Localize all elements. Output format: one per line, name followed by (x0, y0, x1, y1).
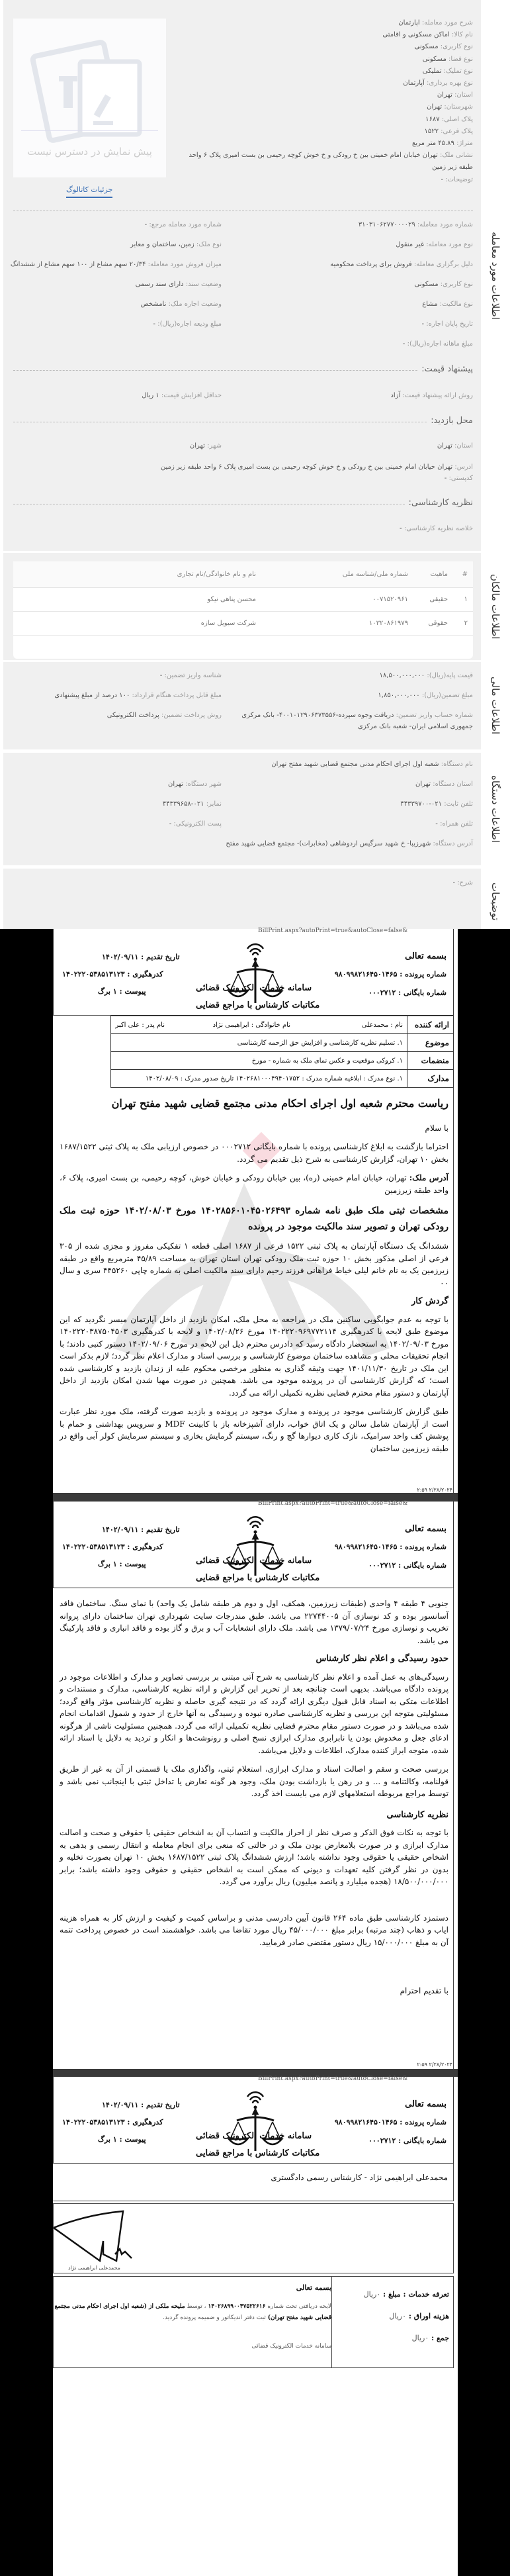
table-row: ۱ حقیقی ۰۰۷۱۵۲۰۹۶۱ محسن پناهی نیکو (13, 587, 473, 611)
judiciary-scales-logo (222, 2087, 288, 2154)
deal-field-left-5: مبلغ ودیعه اجاره(ریال): - (153, 320, 222, 328)
scope-paragraph-2: بررسی صحت و سقم و اصالت اسناد و مدارک ابرازی، استعلام ثبتی، واگذاری ملک یا قسمتی از آن به غیر از طریق قولنامه، وکالتنامه و ... و در رهن یا بازداشت بودن ملک، وجود هر گونه تعارض یا تداخل ثبتی با اینجانب نمی باشد و توسط مراجع مربوطه استعلامهای لازم می بایست اخذ گردد. (60, 1764, 448, 1798)
pay-method-field: روش پرداخت تضمین: پرداخت الکترونیکی (106, 712, 222, 719)
device-address-field: آدرس دستگاه: شهرزیبا- خ شهید سرگیس اردوشاهی (مخابرات)- مجتمع قضایی شهید مفتح (226, 840, 473, 847)
property-detail-1: نام کالا: اماکن مسکونی و اقامتی (382, 31, 473, 39)
property-details-list (173, 17, 473, 186)
property-detail-5: نوع بهره برداری: آپارتمان (403, 79, 473, 87)
deal-field-right-4: نوع مالکیت: مشاع (422, 301, 473, 308)
scope-paragraph-1: رسیدگی‌های به عمل آمده و اعلام نظر کارشناسی به شرح آتی مبتنی بر بررسی تصاویر و مدارک و اطلاعات موجود در پرونده دادگاه می‌باشد. بدیهی است چنانچه بعد از تحریر این گزارش و ارائه نظریه کارشناسی، مدارک و مستندات و اطلاعات متکی به اسناد قابل قبول دیگری ارائه گردد که در نتیجه گیری حاصله و نظریه کارشناسی مؤثر واقع گردد؛ مسئولیتی متوجه این بررسی و نظریه کارشناسی صادره نبوده و رسیدگی به آنها خارج از حدود و شمول اقدامات انجام شده می‌باشد و در صورت دستور مقام محترم قضایی نظریه تکمیلی ارائه می گردد. همچنین مسئولیت ناشی از هرگونه ادعای جعل و مخدوش بودن یا نابرابری مدارک ابرازی نسخ اصلی و رونوشت‌ها و انکار و تردید به دلایل یا اسناد ارائه شده، متوجه ابراز کننده مدارک، اطلاعات و دلایل می‌باشد. (60, 1672, 448, 1755)
section-label: توضیحات (489, 883, 501, 921)
deal-field-left-4: وضعیت اجاره ملک: نامشخص (140, 301, 222, 308)
print-url: BillPrint.aspx?autoPrint=true&autoClose=false& (258, 1500, 408, 1507)
deal-field-left-2: میزان فروش مورد معامله: ۲۰/۳۴ سهم مشاع از ۱۰۰ سهم مشاع از ششدانگ (10, 261, 222, 268)
min-increase-field: حداقل افزایش قیمت: ۱ ریال (142, 392, 222, 399)
opinion-heading: نظریه کارشناسی (386, 1809, 448, 1820)
system-subtitle: مکاتبات کارشناس با مراجع قضایی (196, 1573, 320, 1583)
col-index: # (453, 561, 473, 587)
basmala: بسمه تعالی (405, 2099, 446, 2109)
submit-date: تاریخ تقدیم : ۱۴۰۲/۰۹/۱۱ (102, 953, 180, 961)
tariff-line: تعرفه خدمات : مبلغ : ۰ریال (363, 2290, 449, 2299)
print-timestamp: ۲/۲۸/۲۰۲۴ ۲:۵۹ (417, 2062, 452, 2068)
archive-number: شماره بایگانی : ۰۰۰۲۷۱۲ (368, 1561, 446, 1570)
document-header (53, 929, 454, 1016)
price-heading: پیشنهاد قیمت: (13, 364, 473, 374)
intro-paragraph: احتراما بازگشت به ابلاغ کارشناسی پرونده با شماره بایگانی ۰۰۰۲۷۱۲ در خصوص ارزیابی ملک به پلاک ثبتی ۱۶۸۷/۱۵۲۲ بخش ۱۰ تهران، گزارش کارشناسی به شرح ذیل تقدیم می گردد. (60, 1142, 448, 1164)
signer-line: محمدعلی ابراهیمی نژاد - کارشناس رسمی دادگستری (271, 2173, 448, 2182)
col-name: نام و نام خانوادگی/نام تجاری (13, 561, 261, 587)
device-email-field: پست الکترونیکی: - (169, 820, 222, 828)
comments-section (0, 869, 510, 935)
submit-date: تاریخ تقدیم : ۱۴۰۲/۰۹/۱۱ (102, 1525, 180, 1534)
deal-field-right-2: دلیل برگزاری معامله: فروش برای پرداخت محکومیه (330, 261, 473, 268)
deal-field-right-0: شماره مورد معامله: ۳۱۰۳۱۰۶۲۷۷۰۰۰۰۲۹ (358, 221, 473, 228)
presenter-father-name: نام پدر : علی اکبر (115, 1021, 165, 1029)
print-url: BillPrint.aspx?autoPrint=true&autoClose=false& (258, 2075, 408, 2082)
property-detail-7: شهرستان: تهران (427, 103, 473, 111)
deal-field-right-3: نوع کاربری: مسکونی (414, 281, 473, 288)
table-row: ۲ حقوقی ۱۰۳۲۰۸۶۱۹۷۹ شرکت سیویل سازه (13, 611, 473, 635)
property-detail-8: پلاک اصلی: ۱۶۸۷ (425, 115, 473, 123)
price-method-field: روش ارائه پیشنهاد قیمت: آزاد (390, 392, 473, 399)
description-paragraph-cont: جنوبی ۴ طبقه ۴ واحدی (طبقات زیرزمین، همکف، اول و دوم هر طبقه شامل یک واحد) با نمای سنگ. ساختمان فاقد آسانسور بوده و کد نوسازی آن ۲۲۷۴۴۰۰۵ می باشد. طبق مندرجات سایت شهرداری تهران ساختمان دارای پروانه تخریب و نوسازی مورخ ۱۳۷۹/۰۷/۲۴ می باشد. ملک دارای انشعابات آب و برق و گاز بوده و فاقد انباری و فاقد پارکینگ می باشد. (60, 1599, 448, 1645)
judiciary-scales-logo (222, 1512, 288, 1578)
preview-unavailable-text: پیش نمایش در دسترس نیست (27, 146, 152, 158)
deal-field-left-3: وضعیت سند: دارای سند رسمی (135, 281, 222, 288)
signature-name: محمدعلی ابراهیمی نژاد (68, 2265, 120, 2271)
deal-field-left-1: نوع ملک: زمین، ساختمان و معابر (130, 241, 222, 248)
property-detail-12: توضیحات: - (441, 175, 473, 183)
visit-postcode-field: کدپستی: - (444, 475, 473, 482)
description-paragraph: طبق گزارش کارشناسی موجود در پرونده و مدارک موجود در پرونده و بازدید صورت گرفته، ملک مورد نظر عبارت است از آپارتمان شامل سالن و یک اتاق خواب، دارای آشپزخانه باز با کابینت MDF و سرویس بهداشتی و حمام با پوشش کف واحد سرامیک، نازک کاری دیوارها گچ و رنگ، سیستم گرمایش بخاری و سیستم سرمایش کولر آبی واقع در طبقه زیرزمین ساختمان (60, 1407, 448, 1453)
document-page-2 (53, 1502, 458, 2069)
receipt-system: سامانه خدمات الکترونیک قضائی (251, 2343, 331, 2350)
greeting: با سلام (425, 1123, 448, 1133)
signature-image (54, 2208, 133, 2267)
closing: با تقدیم احترام (400, 1986, 448, 1995)
device-mobile-field: تلفن همراه: - (435, 820, 473, 828)
property-detail-0: شرح مورد معامله: اپارتمان (398, 19, 473, 26)
account-field-cont: جمهوری اسلامی ایران- شعبه بانک مرکزی (357, 723, 473, 730)
subject-value: ۱. تسلیم نظریه کارشناسی و افزایش حق الزحمه کارشناسی (111, 1034, 407, 1052)
col-national-id: شماره ملی/شناسه ملی (261, 561, 413, 587)
print-url: BillPrint.aspx?autoPrint=true&autoClose=false& (258, 928, 408, 934)
property-detail-3: نوع فضا: مسکونی (422, 55, 473, 63)
system-name: سامانه خدمات الکترونیک قضائی (196, 2131, 312, 2141)
system-name: سامانه خدمات الکترونیک قضائی (196, 983, 312, 993)
attachment-count: پیوست : ۱ برگ (98, 987, 146, 996)
deal-field-right-5: تاریخ پایان اجاره: - (421, 320, 473, 328)
presenter-last-name: نام خانوادگی : ابراهیمی نژاد (212, 1021, 290, 1029)
property-detail-11: نشانی ملک: تهران خیابان امام خمینی بین خ رودکی و خ خوش کوچه رحیمی بن بست امیری پلاک ۶ واحد طبقه زیر زمین (189, 152, 473, 171)
file-number: شماره پرونده : ۹۸۰۹۹۸۲۱۶۴۵۰۱۴۶۵ (334, 970, 446, 978)
registration-paragraph: ششدانگ یک دستگاه آپارتمان به پلاک ثبتی ۱۵۲۲ فرعی از ۱۶۸۷ اصلی قطعه ۱ تفکیکی مفروز و مجزی شده از ۳۰۵ فرعی از اصلی مذکور بخش ۱۰ حوزه ثبت ملک رودکی تهران استان تهران به مساحت ۴۵/۸۹ مترمربع واقع در طبقه زیرزمین یک به نام خانم لیلی خیاط فراهانی فرزند رحیم دارای سند مالکیت اصلی به شماره چاپی ۴۴۵۲۶۰ سری و سال ۰۰ (60, 1241, 449, 1288)
owners-section (0, 553, 510, 660)
preview-placeholder (13, 19, 166, 177)
gavel-placeholder-icon (27, 35, 153, 141)
system-subtitle: مکاتبات کارشناس با مراجع قضایی (196, 1000, 320, 1010)
letter-title: ریاست محترم شعبه اول اجرای احکام مدنی مجتمع قضایی شهید مفتح تهران (111, 1097, 448, 1110)
scope-heading: حدود رسیدگی و اعلام نظر کارشناس (316, 1654, 448, 1664)
print-timestamp: ۲/۲۸/۲۰۲۴ ۲:۵۹ (417, 1487, 452, 1493)
basmala: بسمه تعالی (405, 1524, 446, 1534)
property-detail-4: نوع تملیک: تملیکی (422, 67, 473, 75)
property-detail-10: متراژ: ۴۵.۸۹ متر مربع (412, 140, 473, 148)
signature-box (53, 2203, 454, 2273)
file-number: شماره پرونده : ۹۸۰۹۹۸۲۱۶۴۵۰۱۴۶۵ (334, 1543, 446, 1551)
registration-heading: مشخصات ثبتی ملک طبق نامه شماره ۱۴۰۲۸۵۶۰۱۰۴۵۰۲۶۴۹۳ مورخ ۱۴۰۲/۰۸/۰۳ حوزه ثبت ملک رودکی تهران و تصویر سند مالکیت موجود در پرونده (60, 1206, 449, 1232)
deposit-id-field: شناسه واریز تضمین: - (159, 672, 222, 679)
expert-summary-field: خلاصه نظریه کارشناسی: - (400, 525, 473, 532)
document-page-3 (53, 2077, 458, 2576)
total-line: جمع : ۰ریال (411, 2334, 449, 2342)
section-label: اطلاعات مالکان (489, 573, 501, 640)
submission-meta-table: ارائه کننده نام : محمدعلینام خانوادگی : ابراهیمی نژادنام پدر : علی اکبر موضوع ۱. تسلیم نظریه کارشناسی و افزایش حق الزحمه کارشناسی منضمات ۱. کروکی موقعیت و عکس نمای ملک به شماره - مورخ مدارک ۱. نوع مدرک : ابلاغیه شماره مدرک : ۱۴۰۲۶۸۱۰۰۰۴۹۴۰۱۷۵۲ تاریخ صدور مدرک : ۱۴۰۲/۰۸/۰۹ (110, 1016, 454, 1088)
payable-field: مبلغ قابل پرداخت هنگام قرارداد: ۱۰۰ درصد از مبلغ پیشنهادی (54, 692, 222, 699)
attachment-count: پیوست : ۱ برگ (98, 1560, 146, 1568)
file-number: شماره پرونده : ۹۸۰۹۹۸۲۱۶۴۵۰۱۴۶۵ (334, 2118, 446, 2126)
device-fax-field: نمابر: ۰۲۱-۴۴۳۳۹۶۵۸ (162, 800, 222, 808)
property-detail-9: پلاک فرعی: ۱۵۲۲ (424, 127, 473, 135)
device-city-field: شهر دستگاه: تهران (168, 781, 222, 788)
visit-province-field: استان: تهران (437, 442, 473, 450)
tracking-code: کدرهگیری : ۱۴۰۲۲۲۰۵۳۸۵۱۳۱۲۳ (62, 970, 163, 978)
attachments-value: ۱. کروکی موقعیت و عکس نمای ملک به شماره - مورخ (111, 1052, 407, 1070)
base-price-field: قیمت پایه(ریال): ۱۸,۵۰۰,۰۰۰,۰۰۰ (379, 672, 473, 679)
section-label: اطلاعات مالی (489, 677, 501, 735)
presenter-first-name: نام : محمدعلی (361, 1021, 403, 1029)
basmala: بسمه تعالی (405, 951, 446, 961)
attachment-count: پیوست : ۱ برگ (98, 2135, 146, 2144)
visit-city-field: شهر: تهران (189, 442, 222, 450)
expert-heading: نظریه کارشناسی: (13, 498, 473, 508)
visit-address-field: ادرس: تهران خیابان امام خمینی بین خ رودکی و خ خوش کوچه رحیمی بن بست امیری پلاک ۶ واحد طبقه زیر زمین (161, 463, 473, 471)
deal-field-right-6: مبلغ ماهانه اجاره(ریال): - (402, 340, 473, 348)
comments-desc-field: شرح: - (452, 879, 473, 886)
finance-section (0, 662, 510, 749)
tracking-code: کدرهگیری : ۱۴۰۲۲۲۰۵۳۸۵۱۳۱۲۳ (62, 1543, 163, 1551)
device-phone-field: تلفن ثابت: ۰۲۱-۴۴۳۳۹۷۰۰ (400, 800, 473, 808)
system-subtitle: مکاتبات کارشناس با مراجع قضایی (196, 2148, 320, 2158)
documents-value: ۱. نوع مدرک : ابلاغیه شماره مدرک : ۱۴۰۲۶۸۱۰۰۰۴۹۴۰۱۷۵۲ تاریخ صدور مدرک : ۱۴۰۲/۰۸/۰۹ (111, 1070, 407, 1088)
work-heading: گردش کار (411, 1296, 448, 1306)
judiciary-scales-logo (222, 939, 288, 1006)
submit-date: تاریخ تقدیم : ۱۴۰۲/۰۹/۱۱ (102, 2101, 180, 2109)
document-header (53, 2077, 454, 2164)
deal-field-right-1: نوع مورد معامله: غیر منقول (396, 241, 473, 248)
catalog-details-link[interactable]: جزئیات کاتالوگ (66, 185, 112, 198)
device-province-field: استان دستگاه: تهران (415, 781, 473, 788)
device-name-field: نام دستگاه: شعبه اول اجرای احکام مدنی مجتمع قضایی شهید مفتح تهران (271, 761, 473, 768)
guarantee-field: مبلغ تضمین(ریال): ۱,۸۵۰,۰۰۰,۰۰۰ (378, 692, 473, 699)
property-detail-2: نوع کاربری: مسکونی (414, 43, 473, 51)
device-section (0, 753, 510, 865)
deal-field-left-0: شماره مورد معامله مرجع: - (144, 221, 222, 228)
section-label: اطلاعات دستگاه (489, 775, 501, 843)
fee-paragraph: دستمزد کارشناسی طبق ماده ۲۶۴ قانون آیین دادرسی مدنی و براساس کمیت و کیفیت و ارزش کار به همراه هزینه ایاب و ذهاب (چند مرتبه) برابر مبلغ ۴۵/۰۰۰/۰۰۰ ریال مورد تقاضا می باشد. خواهشمند است در خصوص پرداخت تتمه آن به مبلغ ۱۵/۰۰۰/۰۰۰ ریال دستور مقتضی صادر فرمایید. (60, 1913, 448, 1947)
property-detail-6: استان: تهران (437, 91, 473, 99)
papers-line: هزینه اوراق : ۰ریال (389, 2312, 449, 2320)
col-type: ماهیت (413, 561, 453, 587)
work-paragraph: با توجه به عدم جوابگویی ساکنین ملک در مراجعه به محل ملک، امکان بازدید از داخل آپارتمان میسر نگردید که این موضوع طبق لایحه با کدرهگیری ۱۴۰۲۲۲۰۹۶۹۷۷۲۱۱۴ مورخ ۱۴۰۲/۰۸/۲۶ و لایحه با کدرهگیری ۱۴۰۲۲۲۰۳۸۷۵۰۴۵۰۳ مورخ ۱۴۰۲/۰۹/۰۳ به استحضار دادگاه رسید که دادرس محترم ذیل این لایحه در مورخ ۱۴۰۲/۰۹/۰۶ دستور کتبی دادند؛ با انجام تحقیقات محلی و مشاهده ساختمان موضوع کارشناسی و بررسی اسناد و مدارک اعلام نظر گردد؛ لازم بذکر است این ملک در تاریخ ۱۴۰۱/۱۱/۳۰ جهت وثیقه گذاری به منظور مرخصی محکوم علیه از زندان بازدید و کارشناسی شده است؛ که گزارش کارشناسی آن در پرونده موجود می باشد. همچنین در صورت مهیا شدن امکان بازدید از داخل آپارتمان و دستور مقام محترم قضایی نظریه تکمیلی ارائه می گردد. (60, 1314, 449, 1398)
opinion-paragraph: با توجه به نکات فوق الذکر و صرف نظر از احراز مالکیت و انتساب آن به اشخاص حقیقی یا حقوقی و صحت و اصالت مدارک ابرازی و در صورت بلامعارض بودن ملک و در حالتی که منعی برای انجام معامله و انتقال رسمی و بدهی به اشخاص حقیقی یا حقوقی وجود نداشته باشد؛ ارزش ششدانگ پلاک ثبتی ۱۶۸۷/۱۵۲۲ بخش ۱۰ تهران بصورت تخلیه و بدون در نظر گرفتن کلیه تعهدات و دیونی که ممکن است به اشخاص حقیقی و حقوقی وجود داشته باشد؛ برابر ۱۸/۵۰۰/۰۰۰/۰۰۰ (هجده میلیارد و پانصد میلیون) ریال برآورد می گردد. (60, 1828, 449, 1886)
account-field: شماره حساب واریز تضمین: دریافت وجوه سپرده-۴۰۰۱۰۱۲۹۰۶۳۷۳۵۵۶- بانک مرکزی (241, 712, 473, 719)
receipt-text: لایحه دریافتی تحت شماره ۱۴۰۲۶۸۹۹۰۰۴۷۵۲۲۶۱۶ ، توسط ملیحه ملکی از (شعبه اول اجرای احکام مدنی مجتمع قضایی شهید مفتح تهران) ثبت دفتر اندیکاتور و ضمیمه پرونده گردید. (54, 2303, 331, 2321)
address-paragraph: آدرس ملک: تهران، خیابان امام خمینی (ره)، بین خیابان رودکی و خیابان خوش، کوچه رحیمی، بن بست امیری، پلاک ۶، واحد طبقه زیرزمین (60, 1173, 448, 1195)
section-label: اطلاعات مورد معامله (489, 231, 501, 320)
deal-info-section (0, 0, 510, 551)
archive-number: شماره بایگانی : ۰۰۰۲۷۱۲ (368, 988, 446, 997)
document-header (53, 1502, 454, 1588)
system-name: سامانه خدمات الکترونیک قضائی (196, 1556, 312, 1566)
archive-number: شماره بایگانی : ۰۰۰۲۷۱۲ (368, 2136, 446, 2145)
receipt-basmala: بسمه تعالی (296, 2283, 331, 2292)
visit-heading: محل بازدید: (13, 416, 473, 426)
receipt-table (53, 2276, 454, 2368)
owners-table-card (13, 561, 473, 659)
tracking-code: کدرهگیری : ۱۴۰۲۲۲۰۵۳۸۵۱۳۱۲۳ (62, 2118, 163, 2126)
document-page-1 (53, 929, 458, 1493)
owners-table (13, 561, 473, 636)
